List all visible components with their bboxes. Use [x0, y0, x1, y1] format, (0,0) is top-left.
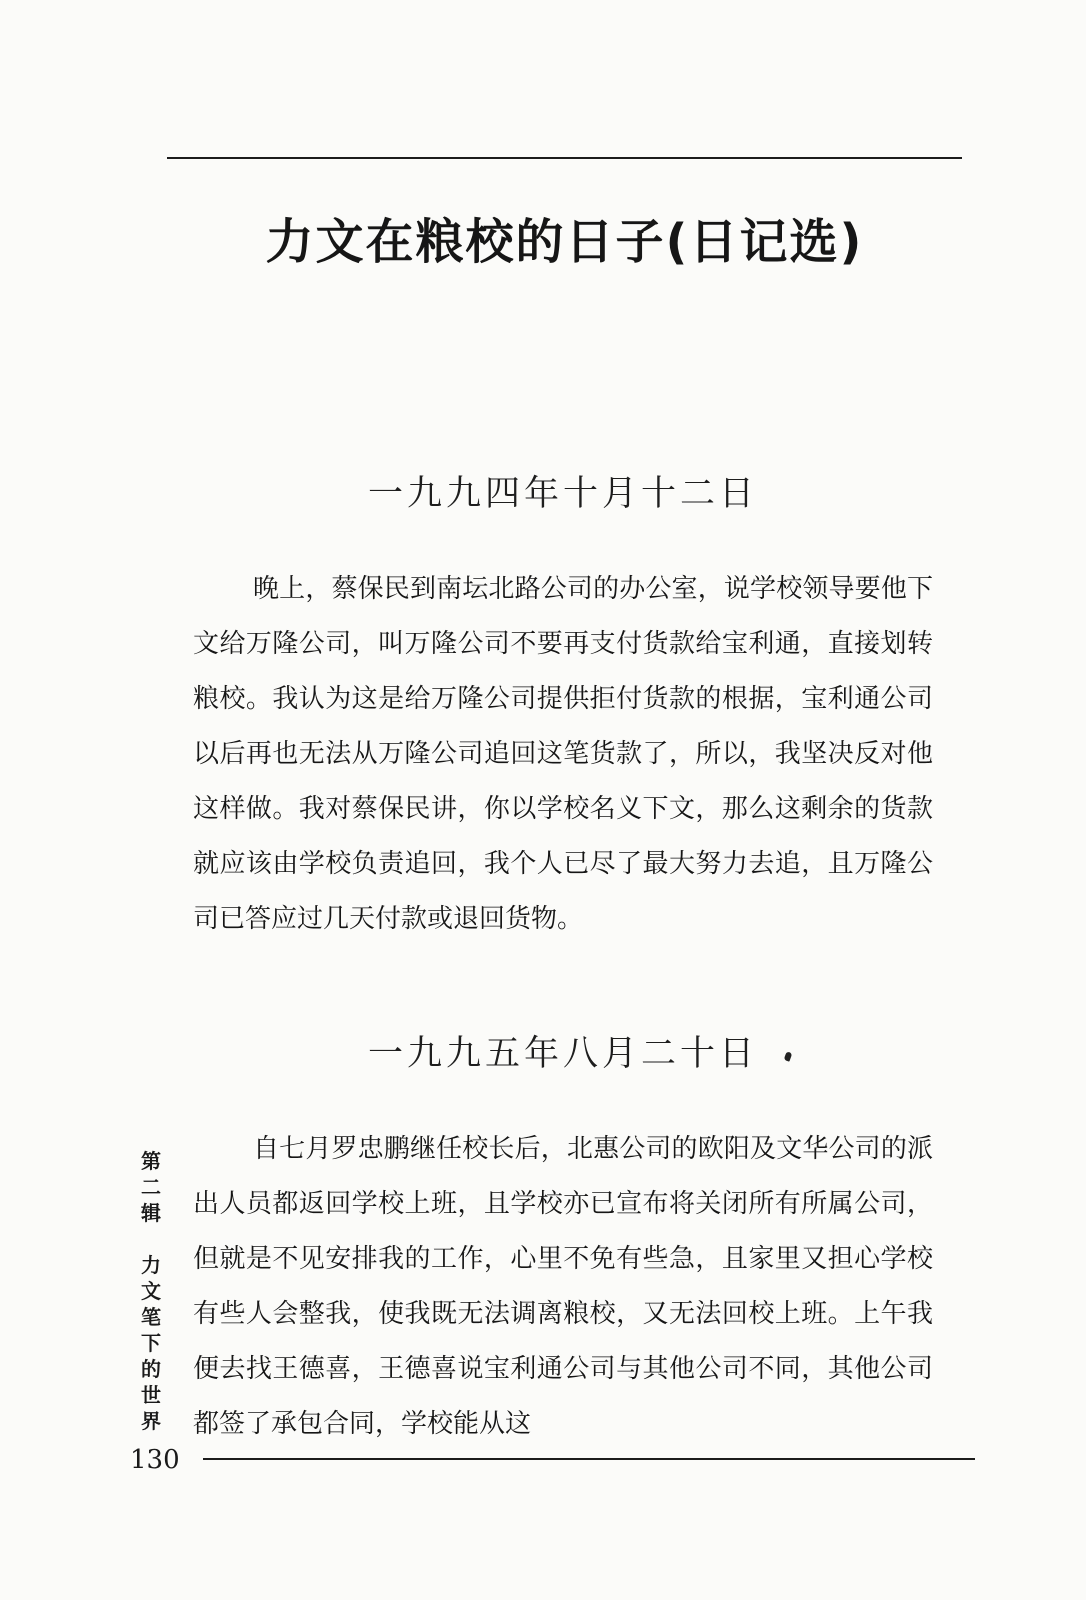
section-label: 第 二 辑	[141, 1149, 161, 1225]
entry-date: 一九九五年八月二十日	[367, 1034, 758, 1074]
entry-paragraph: 晚上，蔡保民到南坛北路公司的办公室，说学校领导要他下文给万隆公司，叫万隆公司不要再支付货款给宝利通，直接划转粮校。我认为这是给万隆公司提供拒付货款的根据，宝利通公司以后再也无法从万隆公司追回这笔货款了，所以，我坚决反对他这样做。我对蔡保民讲，你以学校名义下文，那么这剩余的货款就应该由学校负责追回，我个人已尽了最大努力去追，且万隆公司已答应过几天付款或退回货物。	[193, 574, 933, 934]
article-title: 力文在粮校的日子(日记选)	[265, 214, 864, 270]
page-number: 130	[130, 1445, 180, 1475]
running-header-vertical	[138, 1148, 164, 1434]
top-rule	[167, 157, 962, 159]
entry-paragraph: 自七月罗忠鹏继任校长后，北惠公司的欧阳及文华公司的派出人员都返回学校上班，且学校亦已宣布将关闭所有所属公司，但就是不见安排我的工作，心里不免有些急，且家里又担心学校有些人会整我，使我既无法调离粮校，又无法回校上班。上午我便去找王德喜，王德喜说宝利通公司与其他公司不同，其他公司都签了承包合同，学校能从这	[193, 1134, 933, 1439]
bottom-rule	[203, 1458, 975, 1460]
entry-date: 一九九四年十月十二日	[367, 474, 758, 514]
book-title-label: 力 文 笔 下 的 世 界	[141, 1253, 161, 1433]
